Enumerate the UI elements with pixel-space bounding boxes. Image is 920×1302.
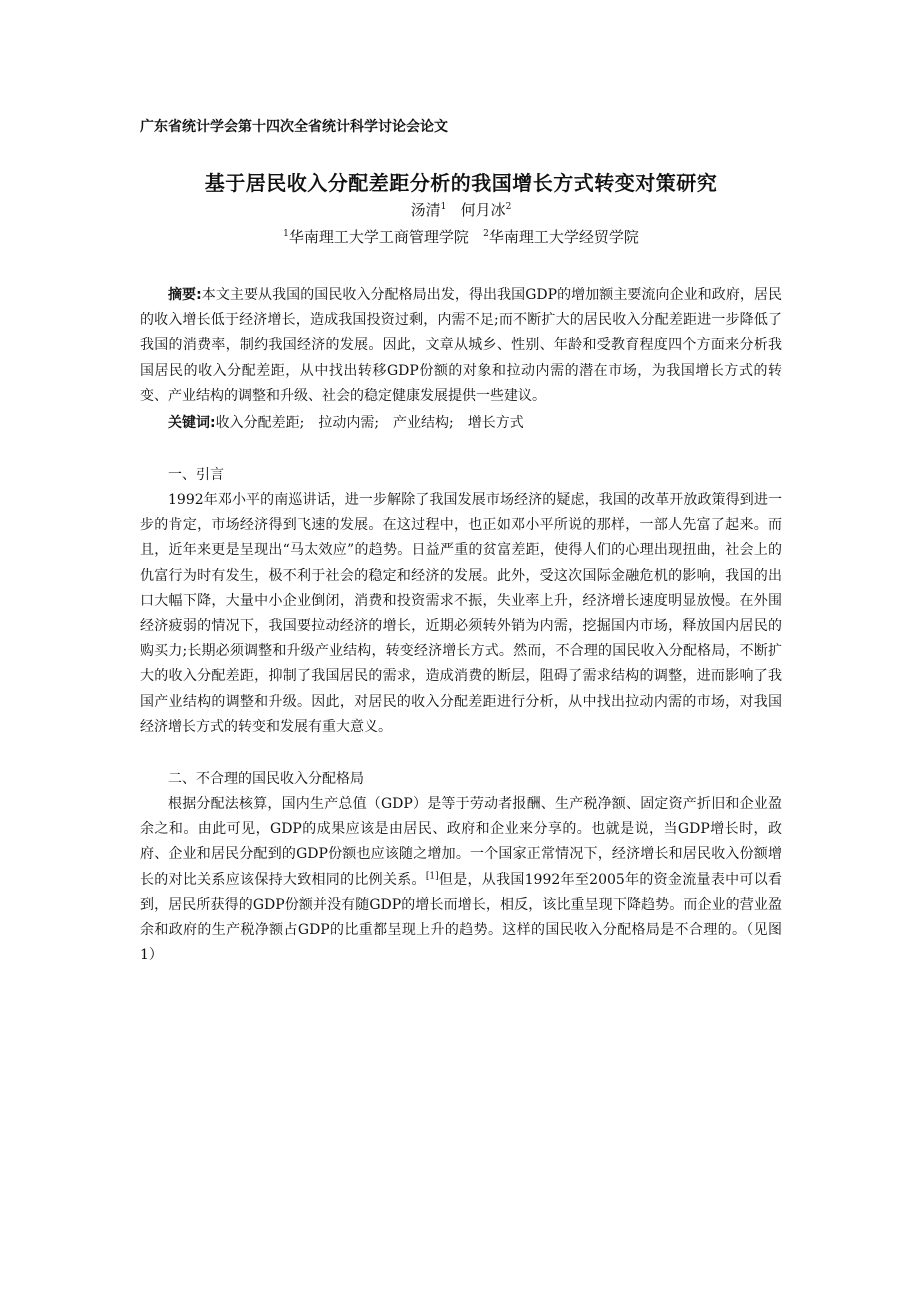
document-page: [140, 112, 782, 968]
affiliation-name: 华南理工大学工商管理学院: [288, 228, 469, 246]
keywords: [140, 411, 782, 436]
paragraph-text: 但是，从我国1992年至2005年的资金流量表中可以看到，居民所获得的GDP份额并没有随GDP的增长而增长，相反，该比重呈现下降趋势。而企业的营业盈余和政府的生产税净额占GDP的比重都呈现上升的趋势。这样的国民收入分配格局是不合理的。（见图1）: [140, 871, 783, 964]
keyword: 产业结构;: [393, 415, 454, 432]
affiliation-mark: 1: [283, 229, 289, 239]
section-paragraph-distribution: [140, 792, 782, 968]
section-paragraph-introduction: 1992年邓小平的南巡讲话，进一步解除了我国发展市场经济的疑虑，我国的改革开放政策得到进一步的肯定，市场经济得到飞速的发展。在这过程中，也正如邓小平所说的那样，一部人先富了起来。而且，近年来更是呈现出“马太效应”的趋势。日益严重的贫富差距，使得人们的心理出现扭曲，社会上的仇富行为时有发生，极不利于社会的稳定和经济的发展。此外，受这次国际金融危机的影响，我国的出口大幅下降，大量中小企业倒闭，消费和投资需求不振，失业率上升，经济增长速度明显放慢。在外围经济疲弱的情况下，我国要拉动经济的增长，近期必须转外销为内需，挖掘国内市场，释放国内居民的购买力;长期必须调整和升级产业结构，转变经济增长方式。然而，不合理的国民收入分配格局，不断扩大的收入分配差距，抑制了我国居民的需求，造成消费的断层，阻碍了需求结构的调整，进而影响了我国产业结构的调整和升级。因此，对居民的收入分配差距进行分析，从中找出拉动内需的市场，对我国经济增长方式的转变和发展有重大意义。: [140, 492, 782, 735]
paragraph-text: 根据分配法核算，国内生产总值（GDP）是等于劳动者报酬、生产税净额、固定资产折旧和企业盈余之和。由此可见，GDP的成果应该是由居民、政府和企业来分享的。也就是说，当GDP增长时，政府、企业和居民分配到的GDP份额也应该随之增加。一个国家正常情况下，经济增长和居民收入份额增长的对比关系应该保持大致相同的比例关系。: [140, 796, 782, 888]
abstract-text: 本文主要从我国的国民收入分配格局出发，得出我国GDP的增加额主要流向企业和政府，居民的收入增长低于经济增长，造成我国投资过剩，内需不足;而不断扩大的居民收入分配差距进一步降低了我国的消费率，制约我国经济的发展。因此，文章从城乡、性别、年龄和受教育程度四个方面来分析我国居民的收入分配差距，从中找出转移GDP份额的对象和拉动内需的潜在市场，为我国增长方式的转变、产业结构的调整和升级、社会的稳定健康发展提供一些建议。: [140, 287, 783, 404]
keywords-label: 关键词:: [168, 415, 216, 432]
affiliation-name: 华南理工大学经贸学院: [488, 228, 639, 246]
author-line: [140, 198, 782, 223]
author-mark: 1: [440, 202, 447, 212]
keyword: 拉动内需;: [318, 415, 380, 432]
affiliation-mark: 2: [483, 229, 489, 239]
keyword: 增长方式: [467, 415, 524, 432]
keyword: 收入分配差距;: [215, 415, 305, 432]
author-name: 汤清: [410, 201, 441, 219]
section-heading-introduction: 一、引言: [168, 467, 224, 484]
section-heading-distribution: 二、不合理的国民收入分配格局: [168, 771, 364, 788]
affiliation-line: [140, 223, 782, 251]
abstract: [140, 283, 782, 409]
citation-reference: [1]: [425, 871, 439, 881]
paper-title: 基于居民收入分配差距分析的我国增长方式转变对策研究: [204, 171, 718, 195]
author-mark: 2: [505, 202, 512, 212]
author-name: 何月冰: [460, 201, 506, 219]
abstract-label: 摘要:: [168, 287, 202, 303]
conference-header: 广东省统计学会第十四次全省统计科学讨论会论文: [140, 119, 448, 135]
